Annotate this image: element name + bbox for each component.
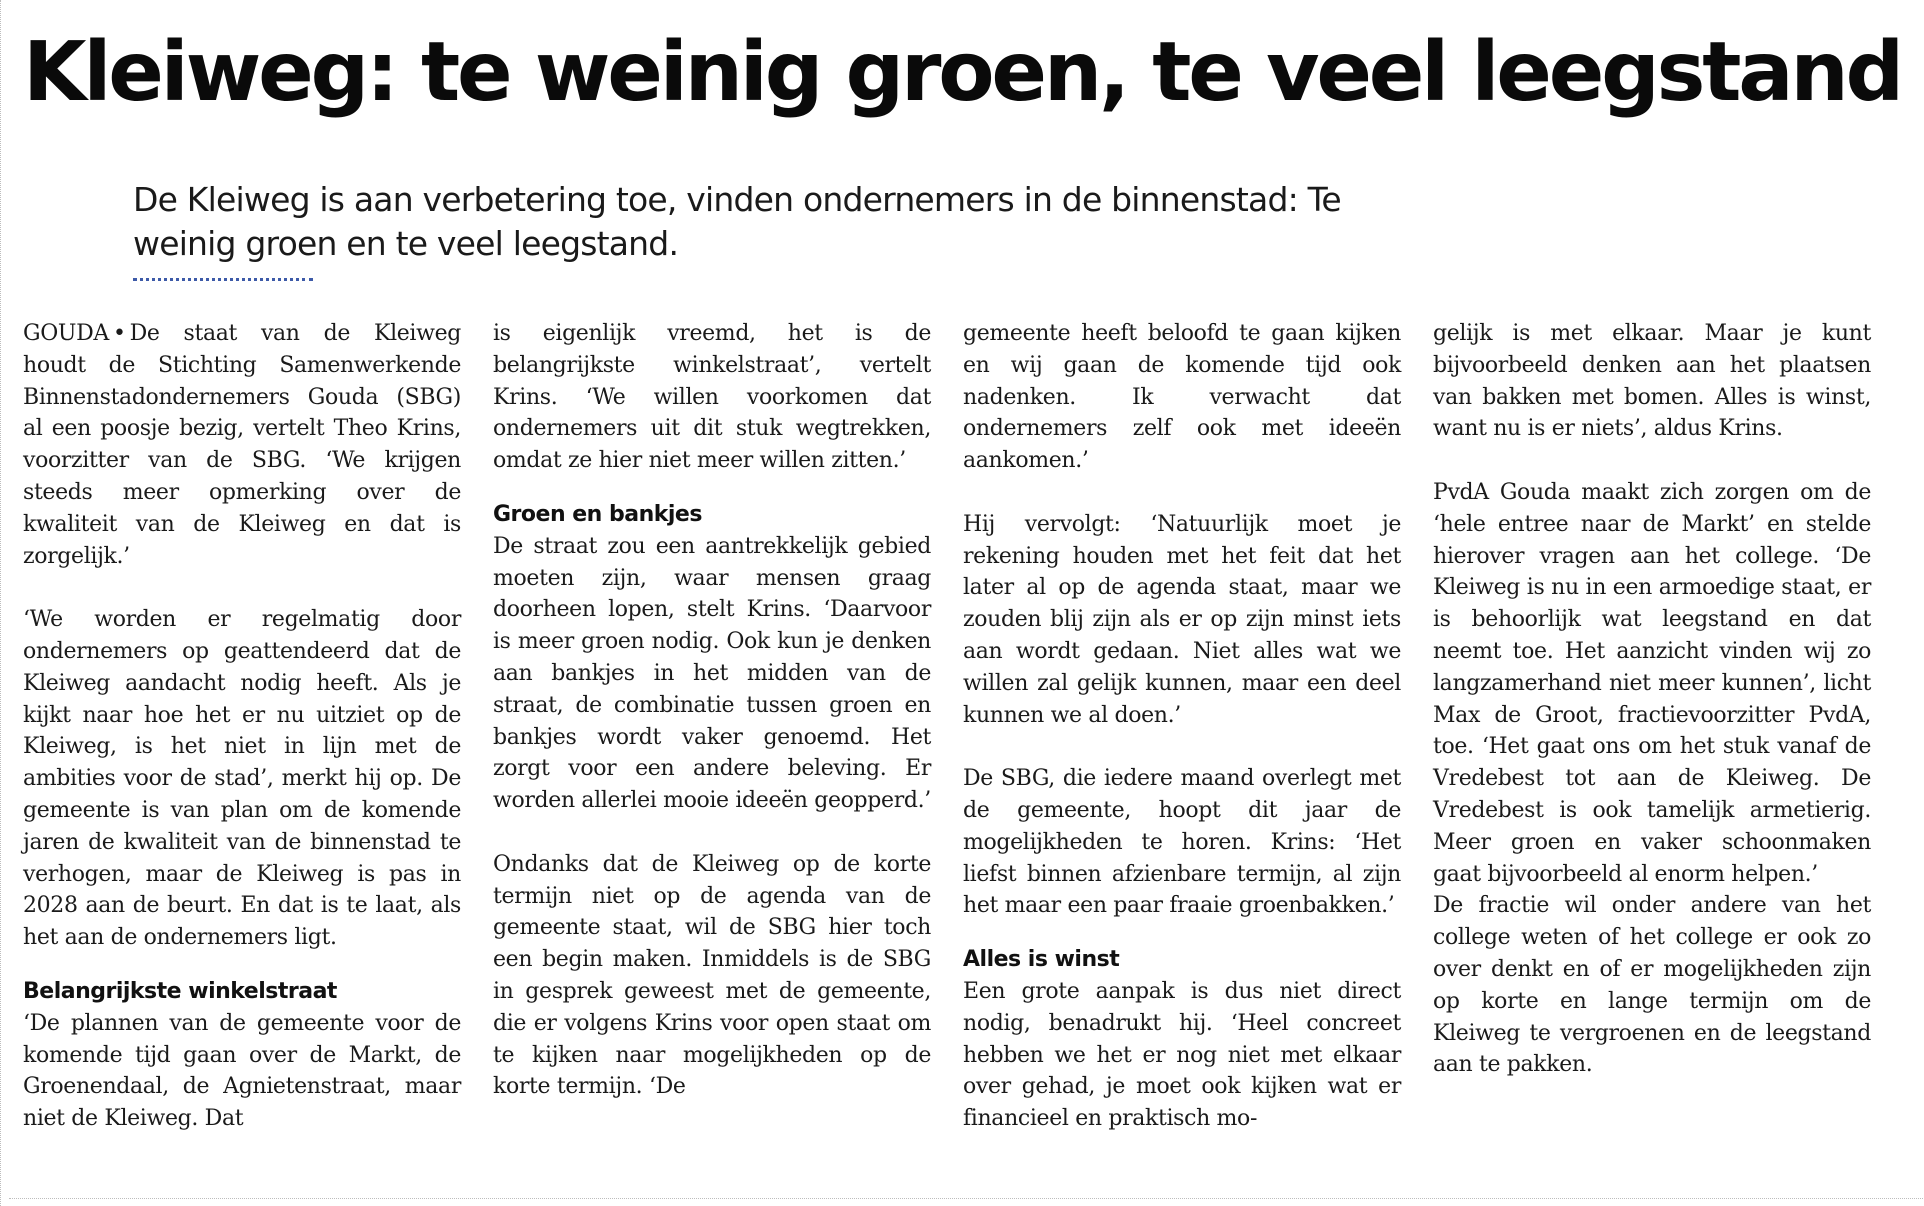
article-column-1 xyxy=(23,318,461,1135)
paragraph: is eigenlijk vreemd, het is de belangrijkste winkelstraat’, vertelt Krins. ‘We willen voorkomen dat ondernemers uit dit stuk wegtrekken, omdat ze hier niet meer willen zitten.’ xyxy=(493,321,931,474)
paragraph: gemeente heeft beloofd te gaan kijken en wij gaan de komende tijd ook nadenken. Ik verwacht dat ondernemers zelf ook met ideeën aankomen.’ xyxy=(963,321,1401,474)
article-lead: De Kleiweg is aan verbetering toe, vinden ondernemers in de binnenstad: Te weinig groen en te veel leegstand. xyxy=(133,180,1341,263)
subheading: Groen en bankjes xyxy=(493,501,702,527)
subheading: Alles is winst xyxy=(963,947,1120,973)
paragraph: De straat zou een aantrekkelijk gebied moeten zijn, waar mensen graag doorheen lopen, stelt Krins. ‘Daarvoor is meer groen nodig. Ook kun je denken aan bankjes in het midden van de straat, de combinatie tussen groen en bankjes wordt vaker genoemd. Het zorgt voor een andere beleving. Er worden allerlei mooie ideeën geopperd.’ xyxy=(493,533,931,814)
article-column-3 xyxy=(963,318,1401,1135)
bottom-divider xyxy=(9,1198,1924,1199)
paragraph: ‘De plannen van de gemeente voor de komende tijd gaan over de Markt, de Groenendaal, de Agnietenstraat, maar niet de Kleiweg. Dat xyxy=(23,1010,461,1132)
paragraph: gelijk is met elkaar. Maar je kunt bijvoorbeeld denken aan het plaatsen van bakken met bomen. Alles is winst, want nu is er niets’, aldus Krins. xyxy=(1433,321,1871,442)
lead-divider xyxy=(133,278,313,281)
paragraph: De SBG, die iedere maand overlegt met de gemeente, hoopt dit jaar de mogelijkheden te horen. Krins: ‘Het liefst binnen afzienbare termijn, al zijn het maar een paar fraaie groenbakken.’ xyxy=(963,766,1401,919)
article-headline: Kleiweg: te weinig groen, te veel leegstand xyxy=(23,25,1902,120)
subheading: Belangrijkste winkelstraat xyxy=(23,978,337,1004)
paragraph-text: De staat van de Kleiweg houdt de Stichting Samenwerkende Binnenstadondernemers Gouda (SBG) al een poosje bezig, vertelt Theo Krins, voorzitter van de SBG. ‘We krijgen steeds meer opmerking over de kwaliteit van de Kleiweg en dat is zorgelijk.’ xyxy=(23,321,461,569)
paragraph: De fractie wil onder andere van het college weten of het college er ook zo over denkt en of er mogelijkheden zijn op korte en lange termijn om de Kleiweg te vergroenen en de leegstand aan te pakken. xyxy=(1433,893,1871,1078)
dateline-bullet: • xyxy=(112,321,126,346)
paragraph: Hij vervolgt: ‘Natuurlijk moet je rekening houden met het feit dat het later al op de agenda staat, maar we zouden blij zijn als er op zijn minst iets aan wordt gedaan. Niet alles wat we willen zal gelijk kunnen, maar een deel kunnen we al doen.’ xyxy=(963,511,1401,728)
paragraph: PvdA Gouda maakt zich zorgen om de ‘hele entree naar de Markt’ en stelde hierover vragen aan het college. ‘De Kleiweg is nu in een armoedige staat, er is behoorlijk wat leegstand en dat neemt toe. Het aanzicht vinden wij zo langzamerhand niet meer kunnen’, licht Max de Groot, fractievoorzitter PvdA, toe. ‘Het gaat ons om het stuk vanaf de Vredebest tot aan de Kleiweg. De Vredebest is ook tamelijk armetierig. Meer groen en vaker schoonmaken gaat bijvoorbeeld al enorm helpen.’ xyxy=(1433,479,1871,887)
paragraph: Ondanks dat de Kleiweg op de korte termijn niet op de agenda van de gemeente staat, wil de SBG hier toch een begin maken. Inmiddels is de SBG in gesprek geweest met de gemeente, die er volgens Krins voor open staat om te kijken naar mogelijkheden op de korte termijn. ‘De xyxy=(493,851,931,1100)
paragraph: ‘We worden er regelmatig door ondernemers op geattendeerd dat de Kleiweg aandacht nodig heeft. Als je kijkt naar hoe het er nu uitziet op de Kleiweg, is het niet in lijn met de ambities voor de stad’, merkt hij op. De gemeente is van plan om de komende jaren de kwaliteit van de binnenstad te verhogen, maar de Kleiweg is pas in 2028 aan de beurt. En dat is te laat, als het aan de ondernemers ligt. xyxy=(23,607,461,951)
article-column-2 xyxy=(493,318,931,1103)
dateline: GOUDA xyxy=(23,321,109,346)
article-column-4 xyxy=(1433,318,1871,1081)
paragraph: Een grote aanpak is dus niet direct nodig, benadrukt hij. ‘Heel concreet hebben we het er nog niet met elkaar over gehad, je moet ook kijken wat er financieel en praktisch mo- xyxy=(963,978,1401,1132)
paragraph xyxy=(23,318,461,572)
